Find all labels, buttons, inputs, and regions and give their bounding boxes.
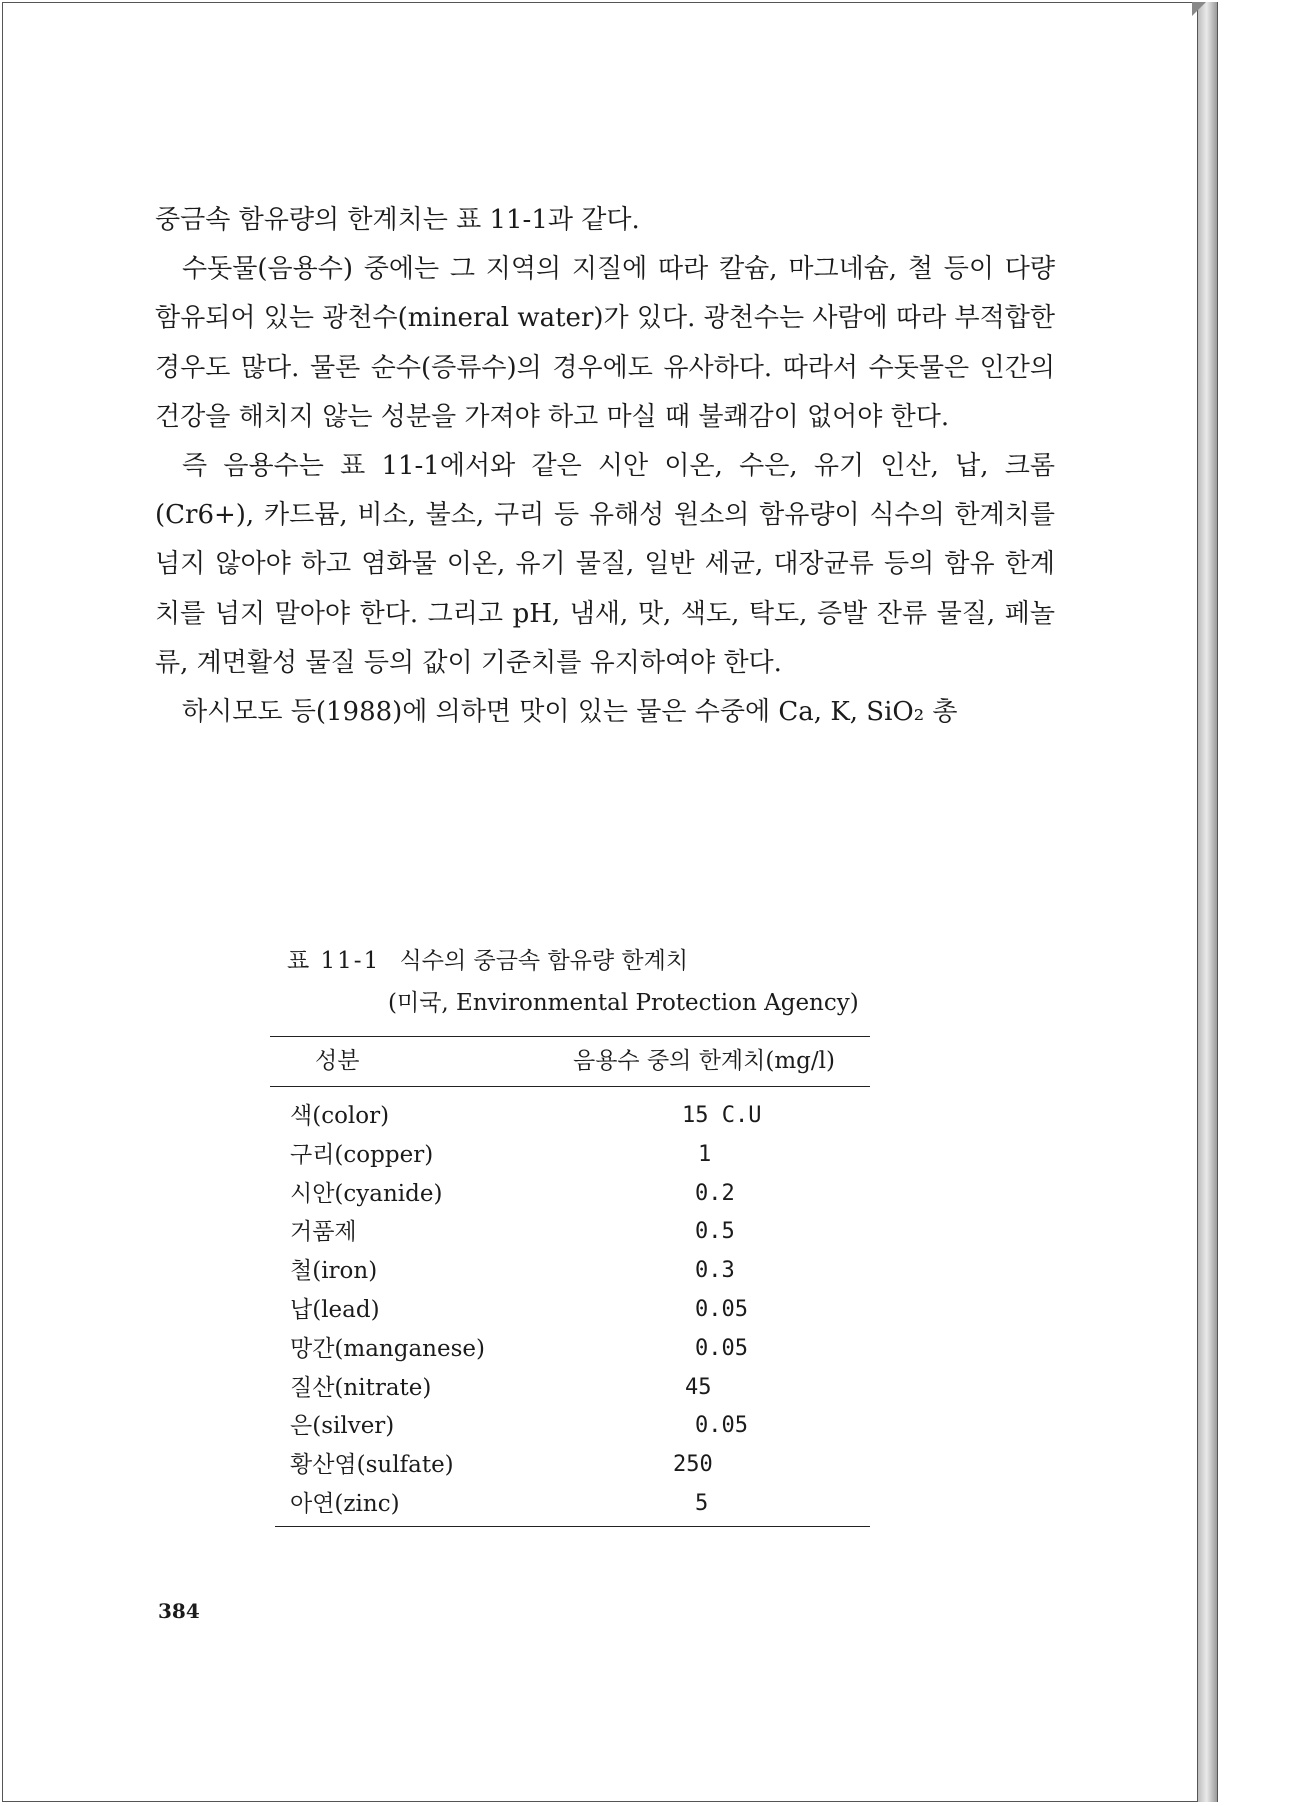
component-cell: 망간(manganese) <box>290 1335 485 1362</box>
limit-cell: 0.05 <box>695 1413 748 1439</box>
paragraph-4: 하시모도 등(1988)에 의하면 맛이 있는 물은 수중에 Ca, K, SiO₂ 총 <box>182 697 958 728</box>
column-header-component: 성분 <box>315 1048 360 1074</box>
table-title: 식수의 중금속 함유량 한계치 <box>399 948 689 974</box>
table-bottom-rule <box>275 1526 870 1527</box>
component-cell: 납(lead) <box>290 1296 380 1323</box>
limit-cell: 5 <box>695 1490 709 1516</box>
component-cell: 질산(nitrate) <box>290 1374 432 1401</box>
page-curl-corner <box>1192 2 1206 16</box>
component-cell: 거품제 <box>290 1219 357 1246</box>
paragraph-2: 수돗물(음용수) 중에는 그 지역의 지질에 따라 칼슘, 마그네슘, 철 등이 다량 함유되어 있는 광천수(mineral water)가 있다. 광천수는 사람에 따라 부적합한 경우도 많다. 물론 순수(증류수)의 경우에도 유사하다. 따라서 수돗물은 인간의 건강을 해치지 않는 성분을 가져야 하고 마실 때 불쾌감이 없어야 한다. <box>155 254 1055 432</box>
table-row <box>290 1330 850 1369</box>
table-caption <box>287 940 688 982</box>
limit-cell: 1 <box>698 1141 712 1167</box>
paragraph-1: 중금속 함유량의 한계치는 표 11-1과 같다. <box>155 205 640 235</box>
limit-cell: 0.2 <box>695 1180 735 1206</box>
limit-cell: 250 <box>673 1452 713 1478</box>
paragraph-3: 즉 음용수는 표 11-1에서와 같은 시안 이온, 수은, 유기 인산, 납, 크롬(Cr6+), 카드뮴, 비소, 불소, 구리 등 유해성 원소의 함유량이 식수의 한계치를 넘지 않아야 하고 염화물 이온, 유기 물질, 일반 세균, 대장균류 등의 함유 한계치를 넘지 말아야 한다. 그리고 pH, 냄새, 맛, 색도, 탁도, 증발 잔류 물질, 페놀류, 계면활성 물질 등의 값이 기준치를 유지하여야 한다. <box>155 451 1055 678</box>
table-row <box>290 1175 850 1214</box>
table-row <box>290 1485 850 1524</box>
column-header-limit: 음용수 중의 한계치(mg/l) <box>573 1048 835 1074</box>
body-text <box>155 196 1055 737</box>
component-cell: 아연(zinc) <box>290 1490 400 1517</box>
component-cell: 시안(cyanide) <box>290 1180 443 1207</box>
table-top-rule <box>270 1036 870 1037</box>
table-row <box>290 1369 850 1408</box>
table-row <box>290 1446 850 1485</box>
limit-cell: 0.5 <box>695 1219 735 1245</box>
component-cell: 구리(copper) <box>290 1141 434 1168</box>
limit-cell: 15 C.U <box>682 1103 762 1128</box>
limit-cell: 0.05 <box>695 1296 748 1322</box>
component-cell: 황산염(sulfate) <box>290 1452 454 1479</box>
table-body <box>290 1097 850 1524</box>
limit-cell: 0.05 <box>695 1335 748 1361</box>
table-number: 표 11-1 <box>287 948 381 974</box>
table-row <box>290 1213 850 1252</box>
table-row <box>290 1407 850 1446</box>
page-number: 384 <box>158 1599 200 1623</box>
component-cell: 색(color) <box>290 1103 390 1129</box>
limit-cell: 45 <box>685 1374 712 1400</box>
table-row <box>290 1136 850 1175</box>
limit-cell: 0.3 <box>695 1258 735 1284</box>
table-row <box>290 1291 850 1330</box>
component-cell: 은(silver) <box>290 1413 395 1440</box>
table-subtitle: (미국, Environmental Protection Agency) <box>388 990 859 1016</box>
page-curl-edge <box>1198 2 1218 1802</box>
table-row <box>290 1252 850 1291</box>
component-cell: 철(iron) <box>290 1258 378 1285</box>
table-header-rule <box>270 1086 870 1087</box>
table-row <box>290 1097 850 1136</box>
